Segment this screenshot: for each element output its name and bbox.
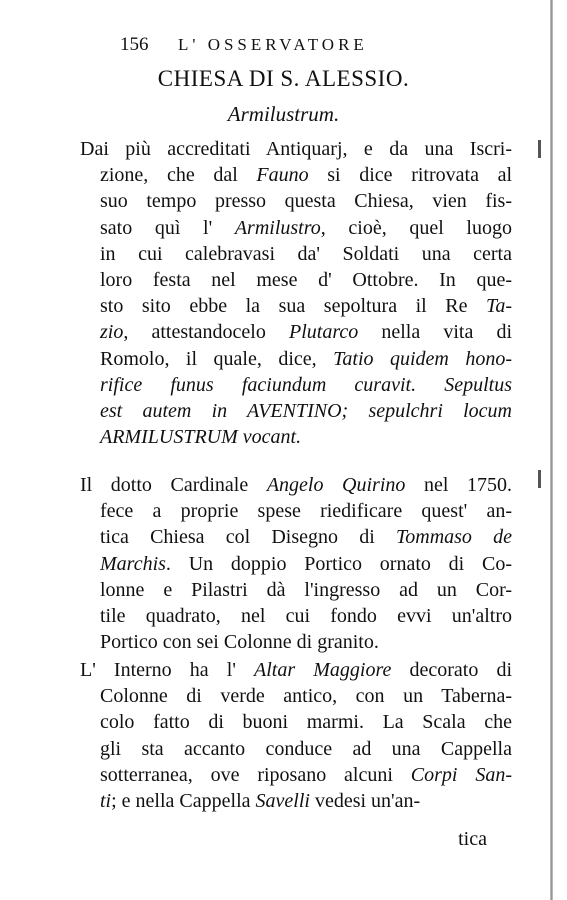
text-line [80,524,512,550]
text-line [80,603,512,629]
paragraph [80,472,512,655]
text-run: vedesi un'an- [309,789,421,812]
italic-text: Tatio quidem hono- [333,347,513,370]
catchword: tica [458,828,487,850]
chapter-title: CHIESA DI S. ALESSIO. [157,66,410,91]
text-line [80,241,512,267]
text-run: tica Chiesa col Disegno di [100,526,396,549]
italic-text: Tommaso de [395,526,513,549]
text-run: tile quadrato, nel cui fondo evvi un'altro [100,604,512,627]
text-line [80,736,512,762]
text-line [80,188,512,214]
text-line [80,215,512,241]
italic-text: Corpi San- [410,763,512,786]
text-line [80,472,512,498]
binding-mark [538,140,541,158]
text-line [80,267,512,293]
italic-text: ti [100,789,112,812]
text-run: ; e nella Cappella [111,789,256,812]
text-line [80,398,512,424]
text-run: sato quì l' [100,216,235,239]
text-run: , attestandocelo [123,321,289,344]
chapter-subtitle: Armilustrum. [227,102,340,126]
page-number: 156 [120,34,149,55]
text-run: L' Interno ha l' [80,659,255,681]
text-run: sotterranea, ove riposano alcuni [100,763,411,786]
italic-text: Ta- [486,295,512,318]
text-run: fece a proprie spese riedificare quest' an- [100,500,512,523]
text-line [80,657,512,683]
text-run: Dai più accreditati Antiquarj, e da una Iscri- [80,138,512,160]
text-run: lonne e Pilastri dà l'ingresso ad un Cor- [100,578,512,601]
text-run: , cioè, quel luogo [320,216,512,239]
text-line [80,683,512,709]
text-line [80,577,512,603]
text-line [80,319,512,345]
text-run: . Un doppio Portico ornato di Co- [165,552,512,575]
italic-text: Fauno [256,164,309,187]
text-run: nella vita di [358,321,512,344]
binding-mark [538,470,541,488]
text-run: Romolo, il quale, dice, [100,347,334,370]
italic-text: ARMILUSTRUM vocant. [100,426,302,449]
text-run: suo tempo presso questa Chiesa, vien fis- [100,190,512,213]
text-line [80,498,512,524]
text-line [80,136,512,162]
paragraph [80,136,512,450]
text-line [80,293,512,319]
text-run: Il dotto Cardinale [80,474,267,496]
text-run: colo fatto di buoni marmi. La Scala che [100,711,512,734]
italic-text: Plutarco [288,321,359,344]
text-run: in cui calebravasi da' Soldati una certa [100,242,512,265]
italic-text: rifice funus faciundum curavit. Sepultus [100,373,512,396]
text-run: zione, che dal [100,164,257,187]
italic-text: zio [100,321,124,344]
page-binding-edge [550,0,553,900]
text-line [80,551,512,577]
text-run: loro festa nel mese d' Ottobre. In que- [100,268,512,291]
italic-text: Altar Maggiore [254,659,392,681]
italic-text: est autem in AVENTINO; sepulchri locum [100,399,512,422]
text-run: si dice ritrovata al [308,164,513,187]
text-line [80,788,512,814]
text-run: gli sta accanto conduce ad una Cappella [100,737,512,760]
text-line [80,709,512,735]
text-line [80,629,512,655]
text-run: Colonne di verde antico, con un Taberna- [100,685,512,708]
text-line [80,346,512,372]
text-run: Portico con sei Colonne di granito. [100,631,379,654]
text-line [80,762,512,788]
italic-text: Angelo Quirino [266,474,406,496]
italic-text: Savelli [255,789,310,812]
text-line [80,424,512,450]
paragraph [80,657,512,814]
italic-text: Marchis [100,552,166,575]
text-run: nel 1750. [405,474,513,496]
text-line [80,372,512,398]
italic-text: Armilustro [234,216,321,239]
running-title: L' OSSERVATORE [178,35,368,54]
text-run: sto sito ebbe la sua sepoltura il Re [100,295,487,318]
text-run: decorato di [391,659,513,681]
text-line [80,162,512,188]
